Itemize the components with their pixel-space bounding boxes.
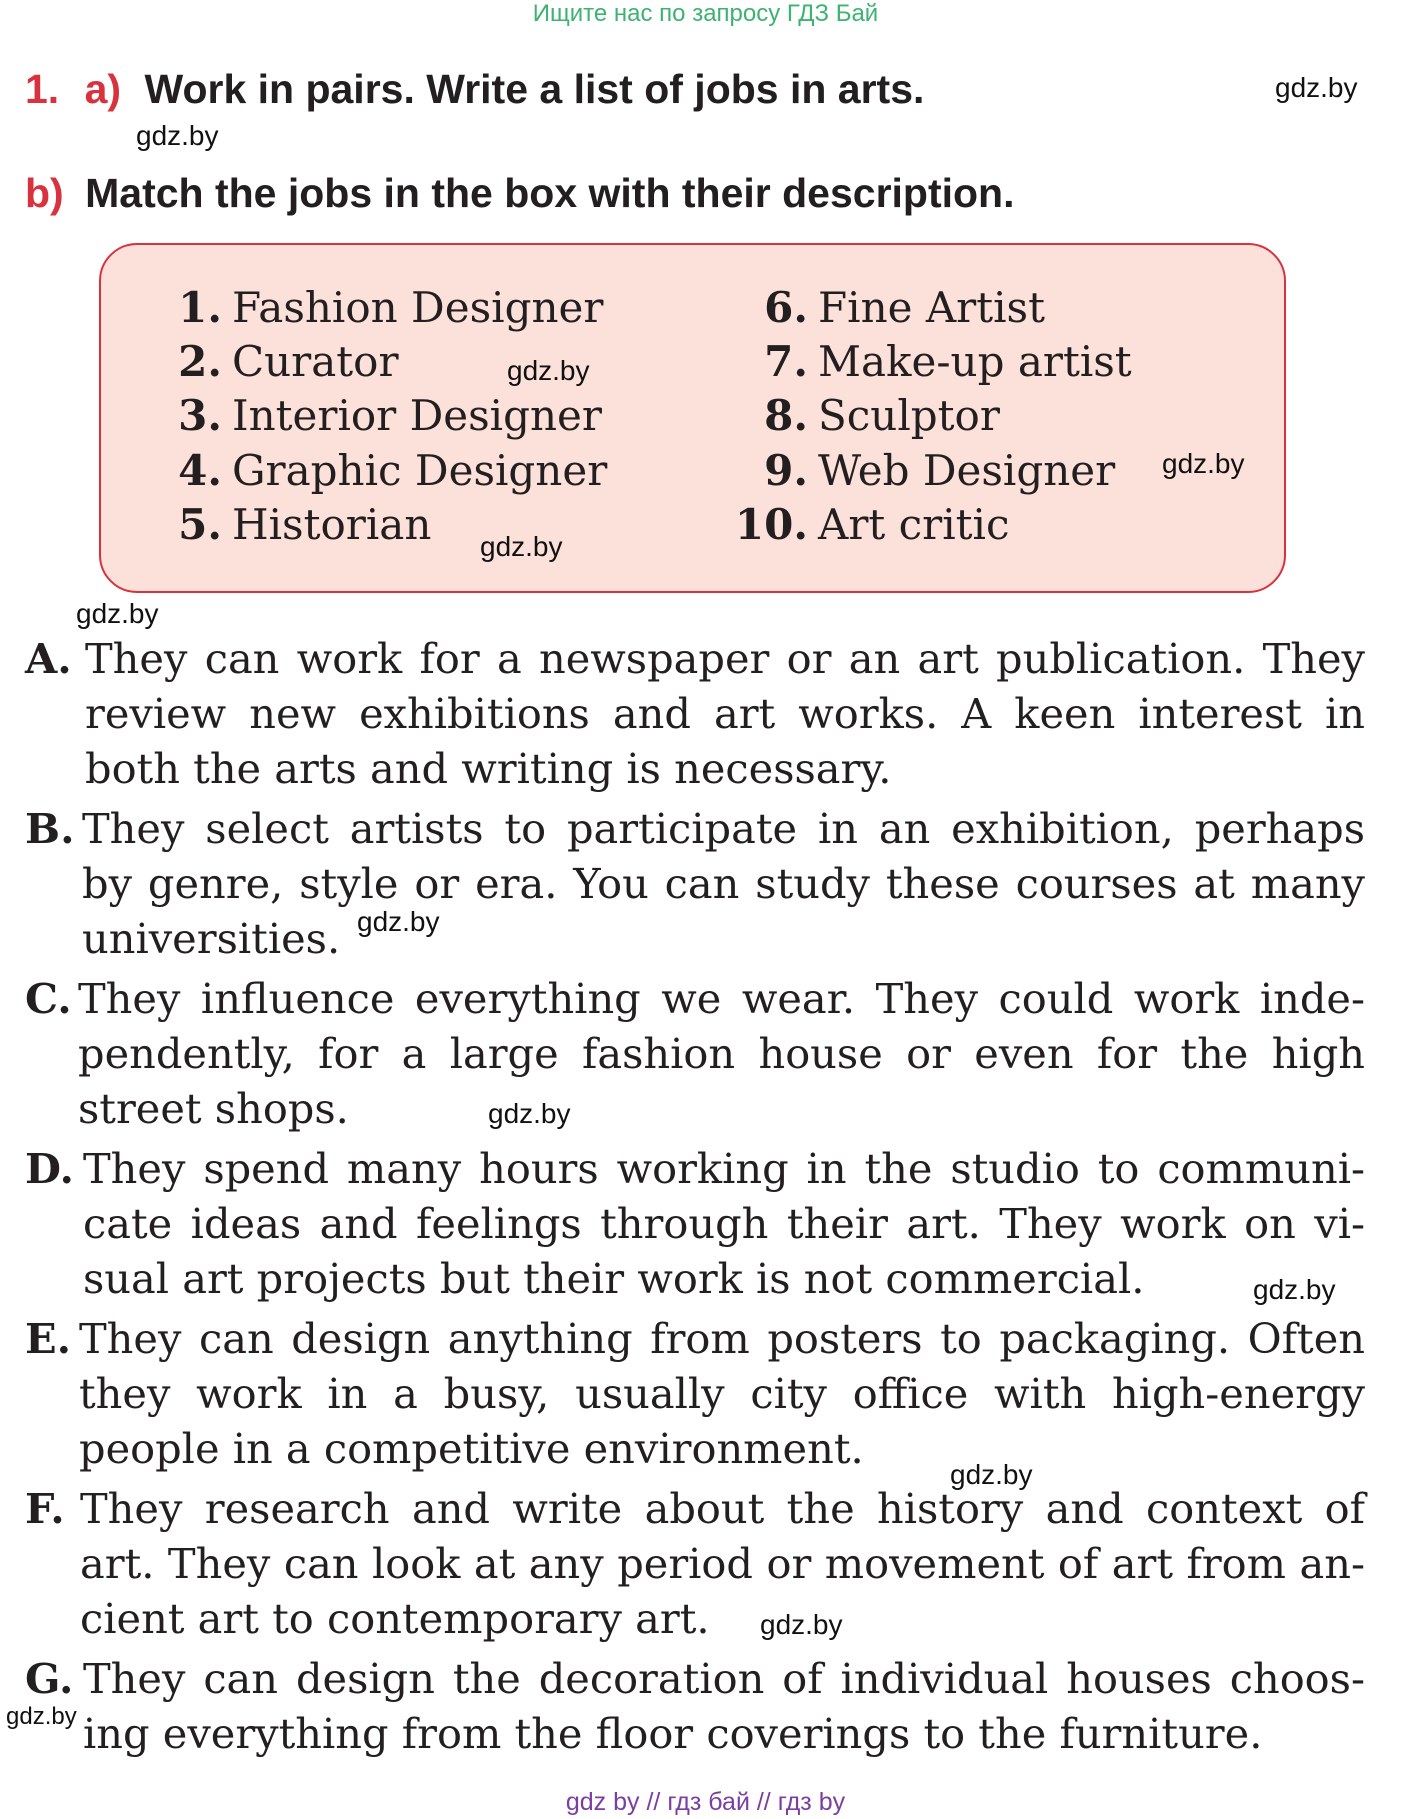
task-a-text: Work in pairs. Write a list of jobs in arts. xyxy=(144,66,925,112)
job-number: 1. xyxy=(178,283,222,332)
description-letter: D. xyxy=(25,1144,74,1193)
job-number: 4. xyxy=(178,446,222,495)
description-letter: F. xyxy=(25,1484,65,1533)
job-name: Make-up artist xyxy=(818,337,1132,386)
job-name: Art critic xyxy=(818,500,1010,549)
watermark: gdz.by xyxy=(488,1098,571,1129)
description-line: both the arts and writing is necessary. xyxy=(85,744,892,793)
top-banner[interactable]: Ищите нас по запросу ГДЗ Бай xyxy=(532,0,879,27)
description-item xyxy=(25,1481,1365,1646)
description-line: review new exhibitions and art works. A keen interest in xyxy=(85,689,1365,738)
job-name: Historian xyxy=(232,500,432,549)
job-number: 9. xyxy=(764,446,808,495)
description-line: universities. xyxy=(82,914,341,963)
task-b-label: b) xyxy=(25,170,64,216)
description-line: people in a competitive environment. xyxy=(79,1424,864,1473)
description-line: by genre, style or era. You can study these courses at many xyxy=(82,859,1365,908)
description-line: ing everything from the floor coverings to the furniture. xyxy=(83,1709,1263,1758)
job-name: Graphic Designer xyxy=(232,446,608,495)
job-name: Sculptor xyxy=(818,391,1000,440)
description-line: They can design anything from posters to packaging. Often xyxy=(79,1314,1365,1363)
description-line: cate ideas and feelings through their art. They work on vi- xyxy=(83,1199,1365,1248)
watermark: gdz.by xyxy=(1162,448,1245,479)
job-number: 7. xyxy=(764,337,808,386)
description-item xyxy=(25,801,1365,966)
description-line: street shops. xyxy=(78,1084,349,1133)
job-number: 6. xyxy=(764,283,808,332)
description-line: They can work for a newspaper or an art publication. They xyxy=(85,634,1365,683)
description-letter: B. xyxy=(25,804,75,853)
description-item xyxy=(25,631,1365,796)
description-item xyxy=(25,1141,1365,1306)
task-b-line xyxy=(25,170,1015,217)
description-line: sual art projects but their work is not commercial. xyxy=(83,1254,1145,1303)
job-number: 10. xyxy=(734,500,808,549)
description-item xyxy=(25,971,1365,1136)
description-item xyxy=(25,1311,1365,1476)
description-line: pendently, for a large fashion house or even for the high xyxy=(78,1029,1365,1078)
watermark: gdz.by xyxy=(950,1459,1033,1490)
description-line: art. They can look at any period or movement of art from an- xyxy=(80,1539,1365,1588)
description-line: They select artists to participate in an exhibition, perhaps xyxy=(82,804,1365,853)
task-number: 1. xyxy=(25,66,60,112)
watermark: gdz.by xyxy=(76,598,159,629)
job-number: 2. xyxy=(178,337,222,386)
job-name: Web Designer xyxy=(818,446,1116,495)
job-name: Interior Designer xyxy=(232,391,602,440)
description-letter: A. xyxy=(25,634,72,683)
task-a-label: a) xyxy=(84,66,122,112)
description-line: They spend many hours working in the studio to communi- xyxy=(83,1144,1365,1193)
watermark: gdz.by xyxy=(6,1703,77,1730)
description-letter: G. xyxy=(25,1654,74,1703)
job-number: 8. xyxy=(764,391,808,440)
watermark: gdz.by xyxy=(480,531,563,562)
description-line: They influence everything we wear. They could work inde- xyxy=(78,974,1365,1023)
description-line: They research and write about the history and context of xyxy=(80,1484,1365,1533)
description-line: cient art to contemporary art. xyxy=(80,1594,710,1643)
watermark: gdz.by xyxy=(136,120,219,151)
description-letter: E. xyxy=(25,1314,72,1363)
task-a-line xyxy=(25,66,924,113)
job-number: 3. xyxy=(178,391,222,440)
watermark: gdz.by xyxy=(1275,72,1358,103)
description-item xyxy=(25,1651,1365,1761)
job-number: 5. xyxy=(178,500,222,549)
description-letter: C. xyxy=(25,974,72,1023)
watermark: gdz.by xyxy=(760,1609,843,1640)
watermark: gdz.by xyxy=(357,906,440,937)
footer-links[interactable]: gdz by // гдз бай // гдз by xyxy=(565,1788,846,1816)
description-line: They can design the decoration of individual houses choos- xyxy=(83,1654,1365,1703)
watermark: gdz.by xyxy=(1253,1274,1336,1305)
job-name: Fine Artist xyxy=(818,283,1045,332)
job-name: Curator xyxy=(232,337,399,386)
description-line: they work in a busy, usually city office with high-energy xyxy=(79,1369,1365,1418)
job-name: Fashion Designer xyxy=(232,283,604,332)
watermark: gdz.by xyxy=(507,355,590,386)
task-b-text: Match the jobs in the box with their description. xyxy=(85,170,1015,216)
